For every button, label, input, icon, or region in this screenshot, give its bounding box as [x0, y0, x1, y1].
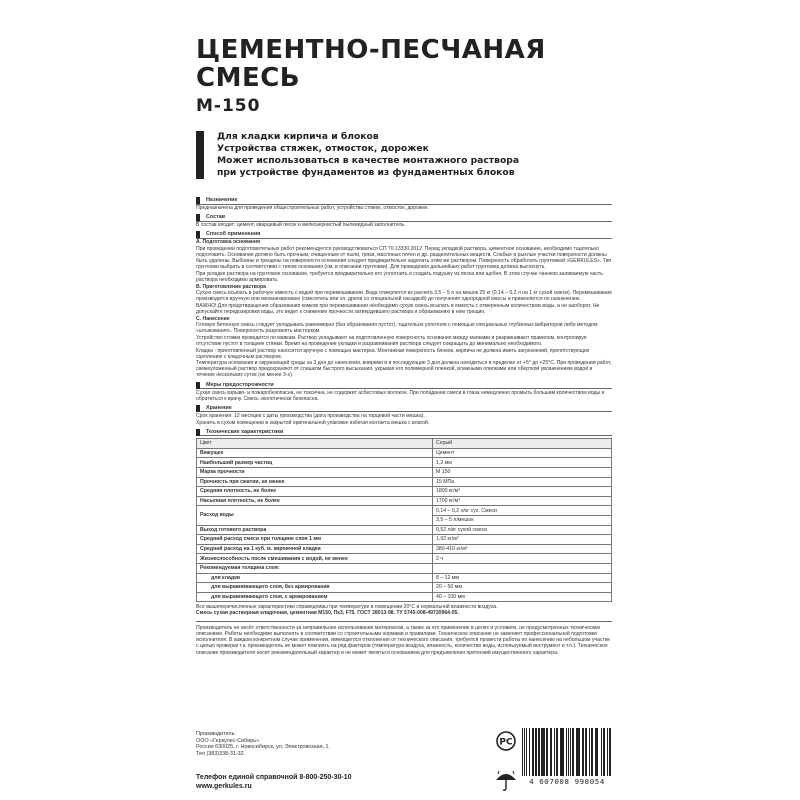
- product-label: [196, 28, 612, 790]
- spec-key: Средняя плотность, не более: [197, 487, 433, 497]
- spec-key: для выравнивающего слоя, с армированием: [197, 592, 433, 602]
- website-link[interactable]: www.gerkules.ru: [196, 783, 252, 790]
- spec-key: Выход готового раствора: [197, 525, 433, 535]
- title-line-1: ЦЕМЕНТНО-ПЕСЧАНАЯ: [196, 35, 546, 65]
- specs-note-1: Все вышеперечисленные характеристики справедливы при температуре в помещении 20°С и нормальной влажности воздуха.: [196, 604, 498, 611]
- spec-value: 1,92 кг/м²: [433, 535, 612, 545]
- hotline: Телефон единой справочной 8-800-250-30-10: [196, 774, 352, 781]
- spec-row: [197, 487, 612, 497]
- spec-value: 40 – 100 мм: [433, 592, 612, 602]
- spec-key: для кладки: [197, 573, 433, 583]
- use-line-2: Устройства стяжек, отмосток, дорожек: [217, 143, 429, 154]
- product-title: [196, 36, 546, 92]
- application-b-heading: B. Приготовление раствора: [196, 283, 266, 290]
- application-c-heading: С. Нанесение: [196, 315, 230, 322]
- spec-row: [197, 592, 612, 602]
- marks-column: [494, 731, 524, 797]
- spec-value: 2 ч: [433, 554, 612, 564]
- spec-key: Цвет: [197, 439, 433, 449]
- specs-heading: Технические характеристики: [196, 429, 612, 437]
- spec-value: [433, 563, 612, 573]
- title-line-2: СМЕСЬ: [196, 63, 301, 93]
- spec-row: [197, 525, 612, 535]
- application-b-text: Сухую смесь всыпать в рабочую емкость с водой при перемешивании. Вода отмеряется из расчета 3,5 – 5 л на мешок 25 кг (0,14 – 0,2 л на 1 кг сухой смеси). Перемешивание производится вручную или механизировано (смеситель или эл. дрели со специальной насадкой) до получения однородной массы и применяется по назначению.: [196, 290, 612, 303]
- use-line-3: Может использоваться в качестве монтажного раствора: [217, 155, 520, 166]
- spec-key: Рекомендуемая толщина слоя:: [197, 563, 433, 573]
- spec-row: [197, 554, 612, 564]
- storage-heading: Хранение: [196, 405, 612, 413]
- spec-row: [197, 477, 612, 487]
- product-grade: М-150: [196, 96, 261, 116]
- spec-value: Цемент: [433, 448, 612, 458]
- application-a-heading: А. Подготовка основания: [196, 239, 261, 246]
- spec-value: 1,2 мм: [433, 458, 612, 468]
- precautions-heading: Меры предосторожности: [196, 382, 612, 390]
- spec-key: для выравнивающего слоя, без армирования: [197, 583, 433, 593]
- specs-table: [196, 438, 612, 602]
- barcode-digits: 4 607008 998054: [529, 777, 605, 786]
- spec-key: Насыпная плотность, не более: [197, 496, 433, 506]
- spec-key: Расход воды: [197, 506, 433, 525]
- spec-value: 8 – 12 мм: [433, 573, 612, 583]
- precautions-text: Сухая смесь взрыво- и пожаробезопасна, не токсична, не содержит асбестовых волокон. При попадании смеси в глаза немедленно промыть большим количеством воды и обратиться к врачу. Смесь экологически безопасна.: [196, 389, 605, 402]
- spec-value: 0,52 л/кг сухой смеси: [433, 525, 612, 535]
- description-body: [196, 194, 612, 656]
- spec-row: [197, 573, 612, 583]
- manufacturer-block: [196, 731, 330, 757]
- spec-value: М 150: [433, 467, 612, 477]
- composition-text: В состав входит: цемент, кварцевый песок и мелкозернистый пылевидный заполнитель.: [196, 222, 406, 229]
- svg-text:РС: РС: [499, 737, 513, 748]
- use-line-4: при устройстве фундаментов из фундаментных блоков: [217, 167, 515, 178]
- spec-row: [197, 544, 612, 554]
- storage-text2: Хранить в сухом помещении в закрытой оригинальной упаковке избегая контакта мешка с влагой.: [196, 419, 430, 426]
- spec-value: 0,14 – 0,2 л/кг сух. Смеси: [433, 506, 612, 516]
- composition-heading: Состав: [196, 214, 612, 222]
- application-c-text: Готовую бетонную смесь следует укладывать равномерно (без образования пустот), тщательно уплотняя с помощью специальных глубинных вибраторов либо методом «штыкования». Поверхность разровнять мастерком.: [196, 322, 598, 335]
- specs-note-2-text: Смесь сухая растворная кладочная, цементная М150, Пк3, F75. ГОСТ 28013-98. ТУ 5745-008-49720964-05.: [196, 610, 459, 617]
- barcode-bars: [522, 728, 612, 776]
- spec-value: Серый: [433, 439, 612, 449]
- specs-note-2: [196, 610, 612, 616]
- storage-text: Срок хранения: 12 месяцев с даты производства (дата производства на торцевой части мешка).: [196, 412, 425, 419]
- spec-row: [197, 448, 612, 458]
- eac-cert-icon: [494, 731, 518, 751]
- spec-key: Жизнеспособность после смешивания с водой, не менее: [197, 554, 433, 564]
- spec-row: [197, 506, 612, 516]
- spec-key: Средний расход смеси при толщине слоя 1 мм: [197, 535, 433, 545]
- keep-dry-umbrella-icon: [494, 770, 518, 792]
- spec-key: Вяжущее: [197, 448, 433, 458]
- purpose-heading: Назначение: [196, 197, 612, 205]
- application-c-text4: Температура основания и окружающей среды за 3 дня до нанесения, вовремя и в последующие 3 дня должна находиться в пределах от +5° до +25°С. При проведении работ, свежеуложенный раствор предохраняют от слишком быстрого высыхания, укрывая его полимерной пленкой, влажными опилками или оберткой увлажнением водой в течение нескольких суток (не менее 3-х).: [196, 360, 612, 379]
- spec-value: 380-410 кг/м³: [433, 544, 612, 554]
- spec-row: [197, 467, 612, 477]
- manufacturer-address: Россия 630025, г. Новосибирск, ул. Электровозная, 1.: [196, 744, 331, 751]
- use-line-1: Для кладки кирпича и блоков: [217, 131, 379, 142]
- manufacturer-label: Производитель:: [196, 731, 236, 737]
- spec-value: 15 МПа: [433, 477, 612, 487]
- spec-row: [197, 458, 612, 468]
- spec-row: [197, 535, 612, 545]
- application-c-text2: Устройство стяжки проводится по маякам. Раствор укладывают на подготовленную поверхность основания между маяками и разравнивают правилом, контролируя отсутствие пустот в толщине стяжки. Время на проведение укладки и разравнивания раствора следует сокращать до минимально необходимого.: [196, 334, 587, 347]
- spec-row: [197, 496, 612, 506]
- barcode: [522, 728, 612, 788]
- application-c-text3: Кладка - приготовленный раствор наносится вручную с помощью мастерка. Монтажная поверхность блоков, кирпича не должна иметь загрязнений, препятствующих сцеплению с кладочным раствором.: [196, 347, 590, 360]
- spec-row: [197, 563, 612, 573]
- uses-block: [196, 131, 612, 179]
- purpose-text: Предназначена для проведения общестроительных работ, устройства стяжек, отмосток, дорожек.: [196, 205, 429, 212]
- spec-value: 3,5 – 5 л/мешок: [433, 515, 612, 525]
- manufacturer-tel: Тел (383)338-31-32.: [196, 750, 246, 757]
- application-a-text: При проведении подготовительных работ рекомендуется руководствоваться СП 70.13330.2012. Перед укладкой раствора, цементное основание, необходимо тщательно подготовить. Основание должно быть прочным, очищенным от пыли, грязи, масляных пятен и др. разделительных веществ. Слабые и рыхлые участки поверхности должны быть удалены. Выбоины и трещины на поверхности основания следует предварительно заделать этим же раствором. Поверхность обработать грунтовкой «GERKULES». Тип грунтовки выбрать в соответствии с типом основания (см. в описании грунтовки). Для проведения дальнейших работ грунтовка должна высохнуть.: [196, 246, 612, 271]
- spec-row: [197, 439, 612, 449]
- spec-value: 1800 кг/м³: [433, 487, 612, 497]
- spec-value: 20 – 50 мм: [433, 583, 612, 593]
- application-b-text2: ВАЖНО! Для предотвращения образования комков при перемешивании необходимо сухую смесь всыпать в емкость с отмеренным количеством воды, а не наоборот. Не допускайте передозировки воды, это ведет к снижению прочности затвердевшего раствора и образованию в нем трещин.: [196, 302, 600, 315]
- contact-block: [196, 773, 352, 791]
- spec-key: Прочность при сжатии, не менее: [197, 477, 433, 487]
- barcode-bar: [610, 728, 611, 776]
- spec-value: 1700 кг/м³: [433, 496, 612, 506]
- spec-key: Средний расход на 1 куб. м. кирпичной кладки: [197, 544, 433, 554]
- manufacturer-name: ООО «Геркулес-Сибирь»: [196, 737, 260, 744]
- application-heading: Способ применения: [196, 231, 612, 239]
- spec-key: Марка прочности: [197, 467, 433, 477]
- application-a-text2: При укладке раствора на грунтовое основание, требуется предварительно его уплотнить и создать подушку из песка или щебня. В этом случае чаннюю заливаемую часть раствора необходимо армировать.: [196, 270, 603, 284]
- disclaimer: Производитель не несёт ответственности за неправильное использование материалов, а также за его применение в целях и условиях, не предусмотренных техническим описанием. Работы необходимо выполнять в соответствии со строительными нормами и правилами. Техническое описание не заменяет профессиональной подготовки исполнителя. В каждом конкретном случае применения, имеющегося отклонения от технического описания, требуется провести работы по нанесению на небольшом участке с целью проверки т.к. производитель не может повлиять на ряд факторов (температура воздуха, влажность, количество воды, используемый инструмент и т.п.). Техническое описание производителя носит рекомендательный характер и не может являться основанием для предъявления претензий имущественного характера.: [196, 621, 612, 656]
- specs-note: [196, 604, 612, 616]
- spec-key: Наибольший размер частиц: [197, 458, 433, 468]
- spec-row: [197, 583, 612, 593]
